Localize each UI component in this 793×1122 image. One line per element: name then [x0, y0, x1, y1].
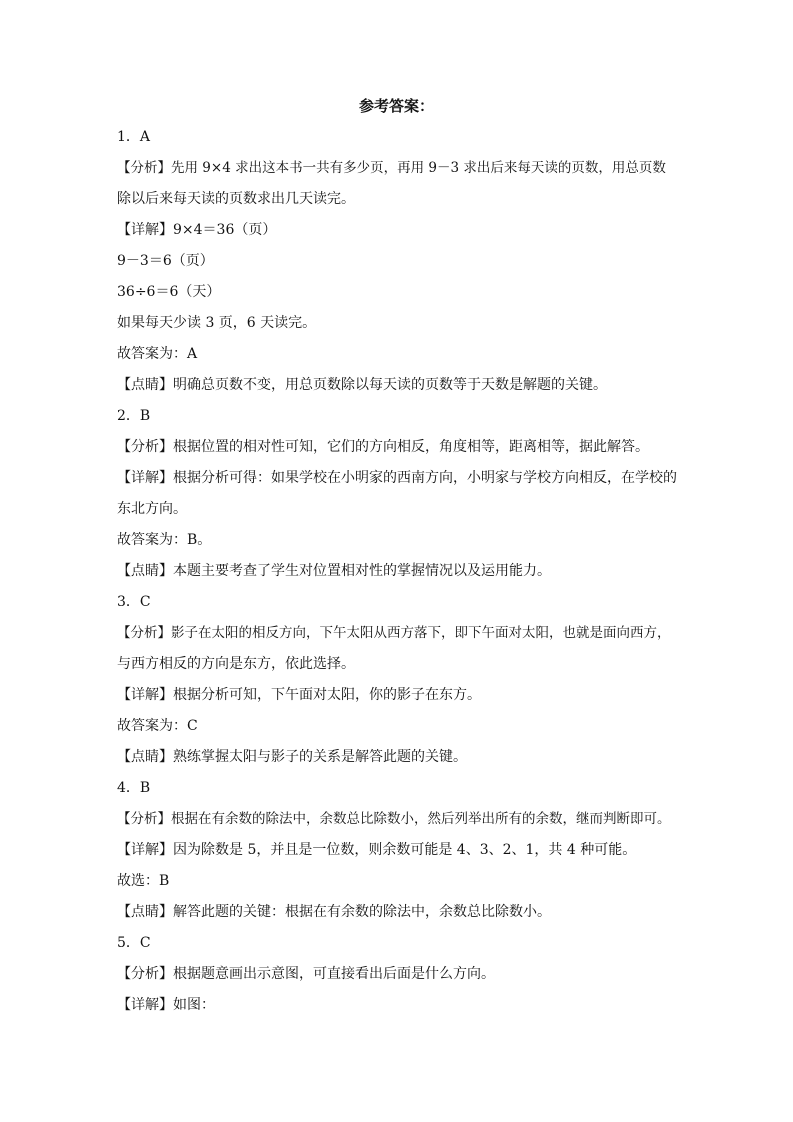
answer-line: 5．C [117, 935, 151, 951]
answer-line: 与西方相反的方向是东方，依此选择。 [117, 656, 355, 672]
answer-line: 【分析】先用 9×4 求出这本书一共有多少页，再用 9－3 求出后来每天读的页数，用总页数 [117, 160, 666, 176]
answer-line: 故答案为：A [117, 346, 198, 362]
answer-line: 故答案为：C [117, 718, 198, 734]
answer-line: 【详解】如图： [117, 997, 215, 1013]
answer-line: 【点睛】本题主要考查了学生对位置相对性的掌握情况以及运用能力。 [117, 563, 551, 579]
answer-line: 3．C [117, 594, 151, 610]
answer-line: 9－3＝6（页） [117, 253, 214, 269]
answer-line: 【详解】因为除数是 5，并且是一位数，则余数可能是 4、3、2、1，共 4 种可能。 [117, 842, 637, 858]
answer-line: 东北方向。 [117, 501, 187, 517]
answer-line: 故答案为：B。 [117, 532, 212, 548]
answer-content [117, 122, 682, 1021]
answer-line: 【详解】根据分析可得：如果学校在小明家的西南方向，小明家与学校方向相反，在学校的 [117, 470, 677, 486]
answer-line: 【点睛】解答此题的关键：根据在有余数的除法中，余数总比除数小。 [117, 904, 551, 920]
answer-line: 1．A [117, 129, 151, 145]
answer-line: 除以后来每天读的页数求出几天读完。 [117, 191, 355, 207]
answer-line: 【分析】影子在太阳的相反方向，下午太阳从西方落下，即下午面对太阳，也就是面向西方， [117, 625, 671, 641]
answer-line: 【分析】根据题意画出示意图，可直接看出后面是什么方向。 [117, 966, 495, 982]
answer-line: 【详解】9×4＝36（页） [117, 222, 277, 238]
answer-line: 【分析】根据位置的相对性可知，它们的方向相反，角度相等，距离相等，据此解答。 [117, 439, 649, 455]
answer-line: 2．B [117, 408, 151, 424]
answer-line: 4．B [117, 780, 151, 796]
answer-line: 故选：B [117, 873, 170, 889]
answer-line: 36÷6＝6（天） [117, 284, 221, 300]
answer-line: 【点睛】明确总页数不变，用总页数除以每天读的页数等于天数是解题的关键。 [117, 377, 607, 393]
answer-line: 如果每天少读 3 页，6 天读完。 [117, 315, 317, 331]
answer-line: 【点睛】熟练掌握太阳与影子的关系是解答此题的关键。 [117, 749, 467, 765]
answer-line: 【分析】根据在有余数的除法中，余数总比除数小，然后列举出所有的余数，继而判断即可。 [117, 811, 671, 827]
page-title: 参考答案： [358, 97, 434, 115]
answer-line: 【详解】根据分析可知，下午面对太阳，你的影子在东方。 [117, 687, 481, 703]
